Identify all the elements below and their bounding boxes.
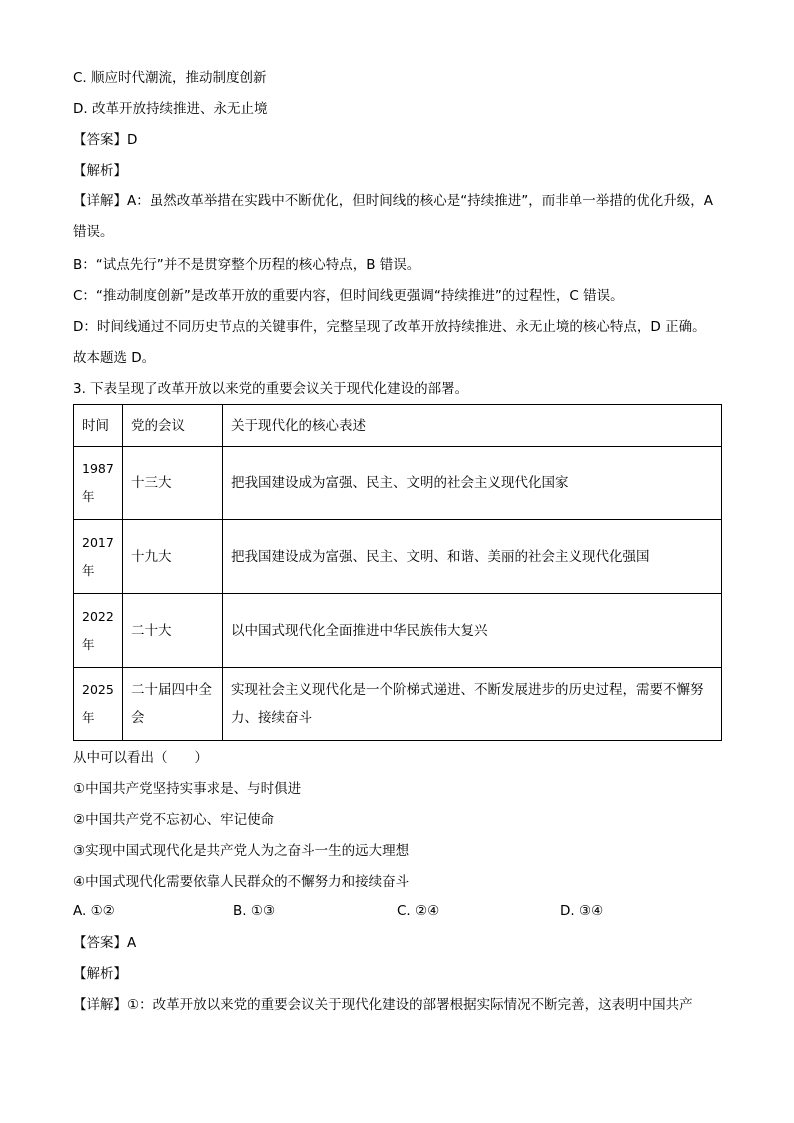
prev-detail-c: C：“推动制度创新”是改革开放的重要内容，但时间线更强调“持续推进”的过程性，C 错误。: [73, 288, 624, 304]
statement-cell: 把我国建设成为富强、民主、文明、和谐、美丽的社会主义现代化强国: [223, 520, 722, 594]
year-cell: 2017 年: [74, 520, 123, 594]
detail-label: 【详解】: [73, 193, 127, 209]
statement-1: ①中国共产党坚持实事求是、与时俱进: [73, 781, 302, 797]
year-cell: 2025 年: [74, 668, 123, 741]
prev-detail-d: D：时间线通过不同历史节点的关键事件，完整呈现了改革开放持续推进、永无止境的核心特点，D 正确。: [73, 319, 706, 335]
table-row: [74, 594, 722, 668]
option-c: C. ②④: [397, 903, 440, 919]
prev-detail-b: B：“试点先行”并不是贯穿整个历程的核心特点，B 错误。: [73, 257, 421, 273]
prev-answer: [73, 130, 137, 150]
q3-detail-1: [73, 995, 693, 1015]
statement-3: ③实现中国式现代化是共产党人为之奋斗一生的远大理想: [73, 843, 410, 859]
meeting-cell: 十九大: [123, 520, 223, 594]
answer-value: A: [127, 935, 137, 951]
table-header-row: [74, 405, 722, 447]
meeting-table: [73, 404, 722, 741]
answer-value: D: [127, 132, 138, 148]
detail-label: 【详解】: [73, 997, 127, 1013]
year-cell: 2022 年: [74, 594, 123, 668]
prev-option-c: C. 顺应时代潮流，推动制度创新: [73, 70, 267, 86]
header-meeting: 党的会议: [123, 405, 223, 447]
prev-conclusion: 故本题选 D。: [73, 350, 156, 366]
q3-answer: [73, 933, 136, 953]
header-time: 时间: [74, 405, 123, 447]
year-cell: 1987 年: [74, 447, 123, 520]
option-b: B. ①③: [233, 903, 276, 919]
statement-2: ②中国共产党不忘初心、牢记使命: [73, 812, 275, 828]
answer-label: 【答案】: [73, 935, 127, 951]
statement-cell: 实现社会主义现代化是一个阶梯式递进、不断发展进步的历史过程，需要不懈努力、接续奋斗: [223, 668, 722, 741]
meeting-cell: 二十大: [123, 594, 223, 668]
option-a: A. ①②: [73, 903, 115, 919]
option-d: D. ③④: [560, 903, 604, 919]
answer-label: 【答案】: [73, 132, 127, 148]
meeting-cell: 二十届四中全会: [123, 668, 223, 741]
question-prompt: 从中可以看出（ ）: [73, 750, 208, 766]
detail-1-text: ①：改革开放以来党的重要会议关于现代化建设的部署根据实际情况不断完善，这表明中国共产: [127, 997, 693, 1013]
prev-detail-a: [73, 186, 723, 248]
header-statement: 关于现代化的核心表述: [223, 405, 722, 447]
q3-analysis-label: 【解析】: [73, 966, 127, 982]
table-row: [74, 668, 722, 741]
prev-option-d: D. 改革开放持续推进、永无止境: [73, 101, 268, 117]
meeting-cell: 十三大: [123, 447, 223, 520]
table-row: [74, 520, 722, 594]
statement-cell: 以中国式现代化全面推进中华民族伟大复兴: [223, 594, 722, 668]
question-3-stem: 3. 下表呈现了改革开放以来党的重要会议关于现代化建设的部署。: [73, 381, 469, 397]
detail-a-text: A：虽然改革举措在实践中不断优化，但时间线的核心是“持续推进”，而非单一举措的优化升级，A 错误。: [73, 193, 713, 240]
statement-4: ④中国式现代化需要依靠人民群众的不懈努力和接续奋斗: [73, 874, 410, 890]
table-row: [74, 447, 722, 520]
prev-analysis-label: 【解析】: [73, 163, 127, 179]
answer-options: [73, 901, 723, 921]
statement-cell: 把我国建设成为富强、民主、文明的社会主义现代化国家: [223, 447, 722, 520]
